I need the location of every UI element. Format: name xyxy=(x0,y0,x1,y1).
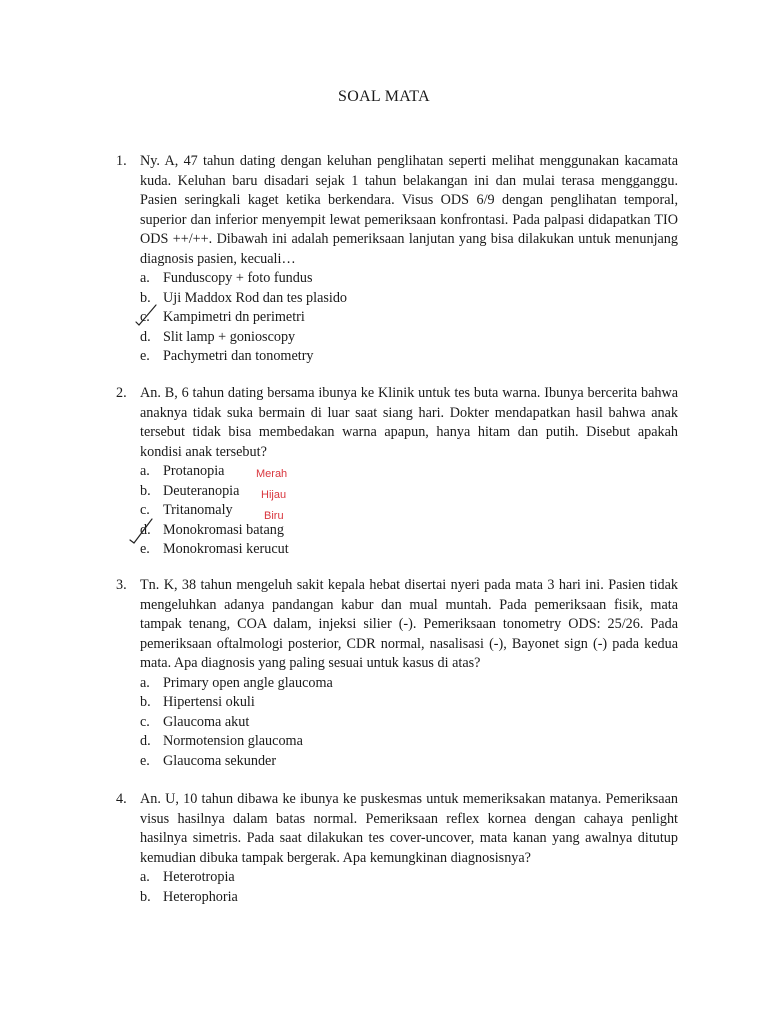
option-text: Tritanomaly xyxy=(163,502,233,518)
option-b xyxy=(140,693,678,713)
option-text: Heterophoria xyxy=(163,888,238,905)
question-2 xyxy=(116,384,678,560)
option-text: Kampimetri dn perimetri xyxy=(163,309,305,325)
question-text: An. U, 10 tahun dibawa ke ibunya ke puskesmas untuk memeriksakan matanya. Pemeriksaan visus hasilnya dalam batas normal. Pemeriksaan reflex kornea dengan cahaya penlight hasilnya simetris. Pada saat dilakukan tes cover-uncover, mata kanan yang awalnya ditutup kemudian dibuka tampak bergerak. Apa kemungkinan diagnosisnya? xyxy=(140,791,678,866)
option-letter: b. xyxy=(140,289,151,306)
handwritten-note-merah: Merah xyxy=(256,468,288,480)
option-text: Glaucoma sekunder xyxy=(163,752,277,769)
option-letter: a. xyxy=(140,869,150,885)
question-text: An. B, 6 tahun dating bersama ibunya ke Klinik untuk tes buta warna. Ibunya bercerita bahwa anaknya tidak suka bermain di luar saat siang hari. Dokter mendapatkan hasil bahwa anak tersebut tidak bisa membedakan warna apapun, hanya hitam dan putih. Disebut apakah kondisi anak tersebut? xyxy=(140,385,678,460)
option-c xyxy=(140,501,678,521)
question-4 xyxy=(116,790,678,907)
option-a xyxy=(140,674,678,694)
page-title: SOAL MATA xyxy=(338,88,430,105)
option-c xyxy=(140,713,678,733)
question-number: 4. xyxy=(116,791,127,807)
option-a xyxy=(140,462,678,482)
option-text: Monokromasi kerucut xyxy=(163,541,289,557)
handwritten-note-biru: Biru xyxy=(264,510,284,522)
option-list xyxy=(140,674,678,772)
option-text: Hipertensi okuli xyxy=(163,694,255,710)
question-3 xyxy=(116,576,678,771)
option-e xyxy=(140,540,678,560)
option-text: Glaucoma akut xyxy=(163,713,250,730)
option-letter: d. xyxy=(140,733,151,749)
question-number: 1. xyxy=(116,153,127,169)
option-letter: a. xyxy=(140,674,150,691)
option-d xyxy=(140,521,678,541)
option-list xyxy=(140,868,678,907)
option-e xyxy=(140,347,678,367)
option-a xyxy=(140,269,678,289)
question-1 xyxy=(116,152,678,367)
option-a xyxy=(140,868,678,888)
option-text: Pachymetri dan tonometry xyxy=(163,348,314,364)
option-letter: d. xyxy=(140,328,151,345)
option-b xyxy=(140,289,678,309)
option-letter: e. xyxy=(140,541,150,557)
handwritten-note-hijau: Hijau xyxy=(261,488,287,501)
option-list xyxy=(140,462,678,560)
option-text: Normotension glaucoma xyxy=(163,733,303,749)
question-text: Ny. A, 47 tahun dating dengan keluhan penglihatan seperti melihat menggunakan kacamata kuda. Keluhan baru disadari sejak 1 tahun belakangan ini dan mulai terasa mengganggu. Pasien seringkali kaget ketika berkendara. Visus ODS 6/9 dengan penglihatan temporal, superior dan inferior menyempit lewat pemeriksaan konfrontasi. Pada palpasi didapatkan TIO ODS ++/++. Dibawah ini adalah pemeriksaan lanjutan yang bisa dilakukan untuk menunjang diagnosis pasien, kecuali… xyxy=(140,153,678,267)
option-letter: d. xyxy=(140,521,151,538)
option-text: Monokromasi batang xyxy=(163,521,284,538)
question-number: 3. xyxy=(116,577,127,593)
option-letter: b. xyxy=(140,482,151,499)
handwritten-checkmark-icon xyxy=(133,302,159,328)
option-text: Heterotropia xyxy=(163,869,235,885)
option-b xyxy=(140,888,678,908)
option-letter: c. xyxy=(140,502,150,518)
question-text: Tn. K, 38 tahun mengeluh sakit kepala hebat disertai nyeri pada mata 3 hari ini. Pasien tidak mengeluhkan adanya pandangan kabur dan mual muntah. Pada pemeriksaan fisik, mata tampak tenang, COA dalam, injeksi silier (-). Pemeriksaan tonometry ODS: 25/26. Pada pemeriksaan oftalmologi posterior, CDR normal, nasalisasi (-), Bayonet sign (-) pada kedua mata. Apa diagnosis yang paling sesuai untuk kasus di atas? xyxy=(140,577,678,671)
option-letter: a. xyxy=(140,270,150,286)
option-text: Primary open angle glaucoma xyxy=(163,674,333,691)
option-text: Deuteranopia xyxy=(163,482,240,499)
option-letter: e. xyxy=(140,348,150,364)
option-text: Uji Maddox Rod dan tes plasido xyxy=(163,289,348,306)
option-letter: e. xyxy=(140,752,150,769)
option-list xyxy=(140,269,678,367)
option-d xyxy=(140,732,678,752)
option-text: Funduscopy + foto fundus xyxy=(163,270,313,286)
option-text: Protanopia xyxy=(163,463,225,479)
option-letter: b. xyxy=(140,694,151,710)
question-number: 2. xyxy=(116,385,127,401)
option-letter: a. xyxy=(140,463,150,479)
option-text: Slit lamp + gonioscopy xyxy=(163,328,296,345)
option-letter: c. xyxy=(140,309,150,325)
option-letter: b. xyxy=(140,888,151,905)
option-c xyxy=(140,308,678,328)
option-b xyxy=(140,482,678,502)
option-e xyxy=(140,752,678,772)
option-letter: c. xyxy=(140,713,150,730)
option-d xyxy=(140,328,678,348)
